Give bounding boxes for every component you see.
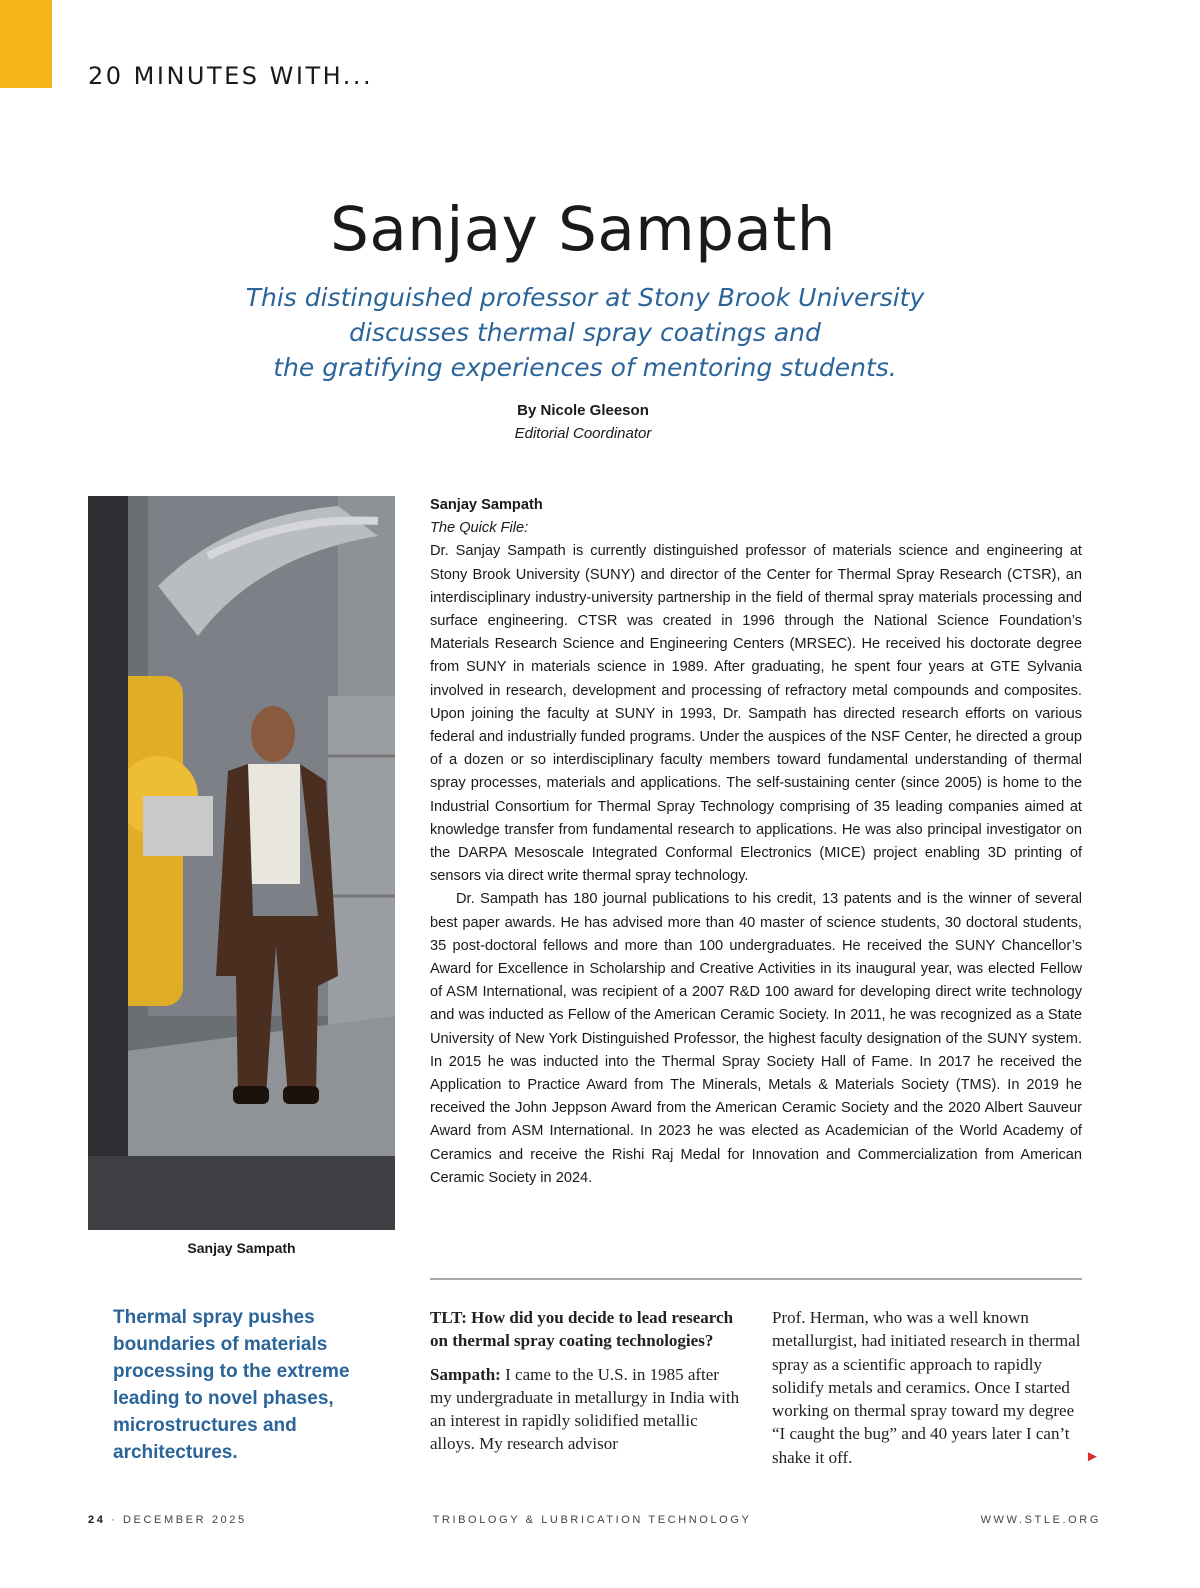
publication-name: TRIBOLOGY & LUBRICATION TECHNOLOGY xyxy=(432,1514,752,1526)
interview-column-1 xyxy=(430,1306,742,1456)
interview-column-2 xyxy=(772,1306,1084,1469)
photo-caption: Sanjay Sampath xyxy=(187,1240,296,1256)
bio-paragraph: Dr. Sampath has 180 journal publications to his credit, 13 patents and is the winner of several best paper awards. He has advised more than 40 master of science students, 30 doctoral students, 35 post-doctoral fellows and more than 100 undergraduates. He received the SUNY Chancellor’s Award for Excellence in Scholarship and Creative Activities in its inaugural year, was elected Fellow of ASM International, was recipient of a 2007 R&D 100 award for developing direct write technology and was inducted as Fellow of the American Ceramic Society. In 2011, he was recognized as a State University of New York Distinguished Professor, the highest faculty designation of the SUNY system. In 2015 he was inducted into the Thermal Spray Society Hall of Fame. In 2017 he received the Application to Practice Award from The Minerals, Metals & Materials Society (TMS). In 2019 he received the John Jeppson Award from the American Ceramic Society and the 2020 Albert Sauveur Award from ASM International. In 2023 he was elected as Academician of the World Academy of Ceramics and receive the Rishi Raj Medal for Innovation and Commercialization from American Ceramic Society in 2024. xyxy=(430,891,1082,1186)
answer-text: I came to the U.S. in 1985 after my undergraduate in metallurgy in India with an interest in rapidly solidified metallic alloys. My research advisor xyxy=(430,1364,740,1454)
question-text: How did you decide to lead research on thermal spray coating technologies? xyxy=(430,1308,734,1351)
issue-date: DECEMBER 2025 xyxy=(123,1514,247,1526)
portrait-photo xyxy=(88,496,395,1230)
section-label: 20 MINUTES WITH... xyxy=(88,62,374,90)
article-title: Sanjay Sampath xyxy=(330,194,836,265)
pull-quote: Thermal spray pushes boundaries of materials processing to the extreme leading to novel phases, microstructures and architectures. xyxy=(113,1307,350,1463)
continued-arrow-icon: ► xyxy=(1085,1448,1100,1465)
answer-speaker: Sampath: xyxy=(430,1364,501,1384)
website-link[interactable]: WWW.STLE.ORG xyxy=(980,1514,1101,1526)
section-divider xyxy=(430,1278,1082,1280)
byline: By Nicole Gleeson xyxy=(517,402,649,419)
deck-line: This distinguished professor at Stony Brook University xyxy=(245,283,925,312)
quick-file-bio xyxy=(430,494,1082,1190)
article-deck xyxy=(120,280,1050,385)
footer-separator: · xyxy=(111,1514,118,1526)
portrait-illustration xyxy=(88,496,395,1230)
page-number: 24 xyxy=(88,1514,106,1526)
section-color-tab xyxy=(0,0,52,88)
deck-line: discusses thermal spray coatings and xyxy=(349,318,821,347)
question-speaker: TLT: xyxy=(430,1308,467,1327)
interview-answer xyxy=(430,1363,742,1456)
bio-paragraph: Dr. Sanjay Sampath is currently distinguished professor of materials science and engineering at Stony Brook University (SUNY) and director of the Center for Thermal Spray Research (CTSR), an interdisciplinary industry-university partnership in the field of thermal spray materials processing and surface engineering. CTSR was created in 1996 through the National Science Foundation’s Materials Research Science and Engineering Centers (MRSEC). He received his doctorate degree from SUNY in materials science in 1989. After graduating, he spent four years at GTE Sylvania involved in research, development and processing of refractory metal compounds and composites. Upon joining the faculty at SUNY in 1993, Dr. Sampath has directed research efforts on various federal and industrially funded programs. Under the auspices of the NSF Center, he directed a group of a dozen or so interdisciplinary faculty members toward fundamental understanding of thermal spray processes, materials and applications. The self-sustaining center (since 2005) is home to the Industrial Consortium for Thermal Spray Technology comprising of 35 leading companies aimed at knowledge transfer from fundamental research to applications. He was also principal investigator on the DARPA Mesoscale Integrated Conformal Electronics (MICE) project enabling 3D printing of sensors via direct write thermal spray technology. xyxy=(430,543,1082,885)
bio-name: Sanjay Sampath xyxy=(430,497,543,513)
author-role: Editorial Coordinator xyxy=(514,425,652,442)
deck-line: the gratifying experiences of mentoring students. xyxy=(273,353,897,382)
quick-file-label: The Quick File: xyxy=(430,520,529,537)
answer-continuation: Prof. Herman, who was a well known metallurgist, had initiated research in thermal spray as a scientific approach to rapidly solidify metals and ceramics. Once I started working on thermal spray toward my degree “I caught the bug” and 40 years later I can’t shake it off. xyxy=(772,1308,1081,1467)
interview-question xyxy=(430,1306,742,1353)
